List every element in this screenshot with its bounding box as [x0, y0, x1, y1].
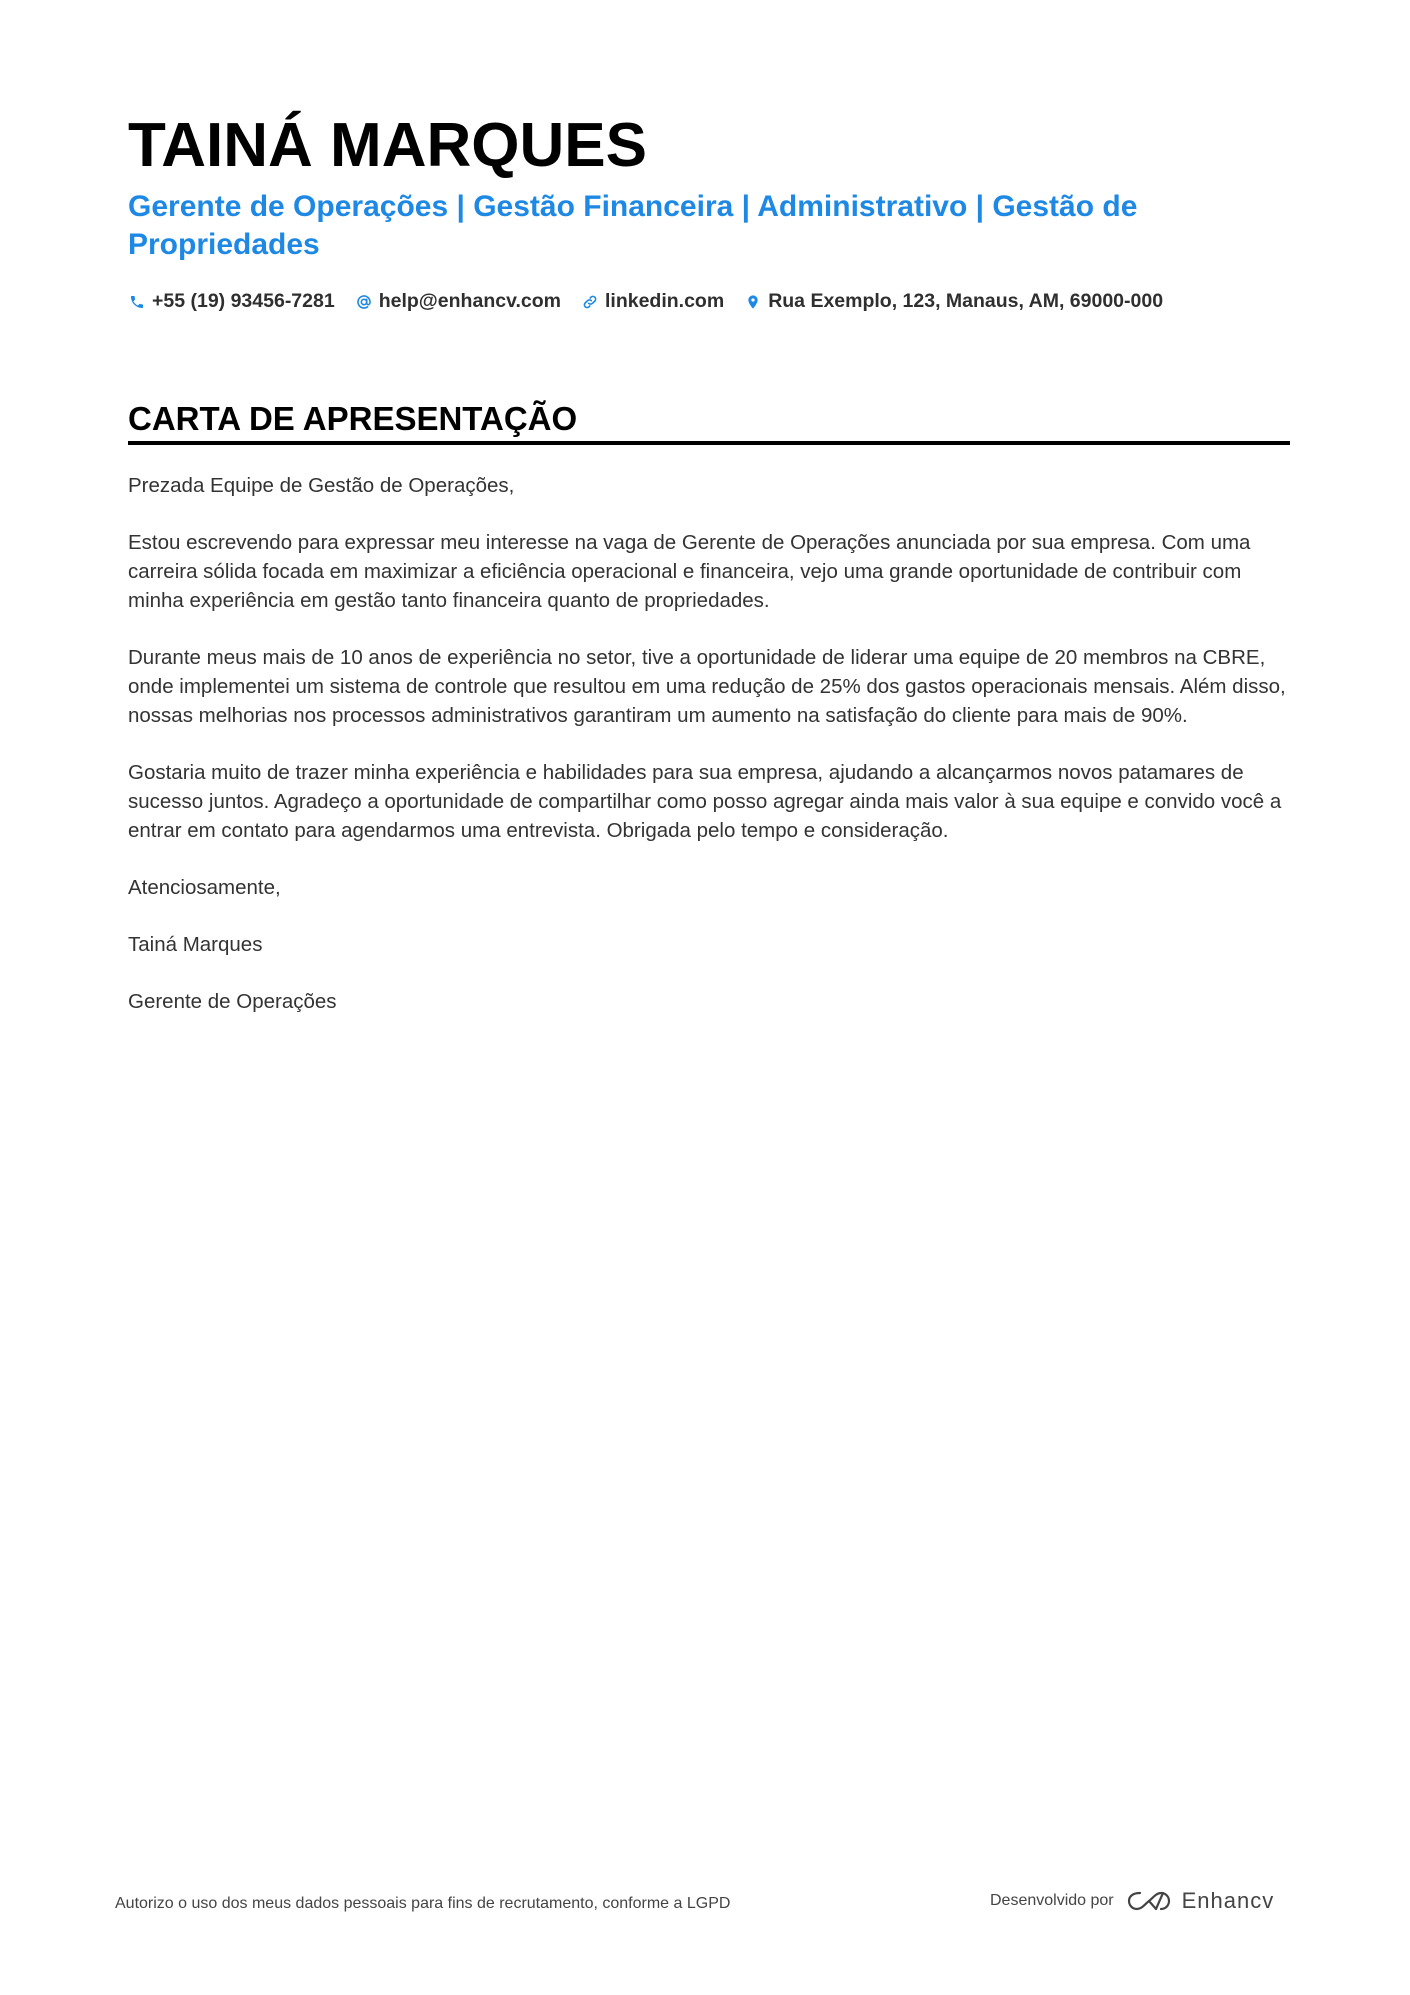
linkedin-text[interactable]: linkedin.com — [604, 290, 725, 312]
letter-content — [128, 108, 1290, 1044]
contact-phone — [128, 290, 335, 313]
signature-name: Tainá Marques — [128, 933, 263, 956]
candidate-headline: Gerente de Operações | Gestão Financeira | Administrativo | Gestão de Propriedades — [128, 190, 1138, 261]
section-divider — [128, 441, 1290, 445]
contact-bar — [128, 290, 1290, 313]
enhancv-logo-icon — [1126, 1888, 1172, 1914]
letter-body — [128, 471, 1290, 1016]
consent-note: Autorizo o uso dos meus dados pessoais para fins de recrutamento, conforme a LGPD — [115, 1895, 731, 1912]
signature-title: Gerente de Operações — [128, 990, 337, 1013]
location-pin-icon — [744, 293, 762, 311]
powered-by-label: Desenvolvido por — [990, 1892, 1114, 1909]
address-text: Rua Exemplo, 123, Manaus, AM, 69000-000 — [768, 290, 1164, 312]
contact-address — [744, 290, 1163, 313]
powered-by[interactable] — [990, 1888, 1274, 1914]
letter-paragraph: Gostaria muito de trazer minha experiência e habilidades para sua empresa, ajudando a alcançarmos novos patamares de sucesso juntos. Agradeço a oportunidade de compartilhar como posso agregar ainda mais valor à sua equipe e convido você a entrar em contato para agendarmos uma entrevista. Obrigada pelo tempo e consideração. — [128, 761, 1282, 842]
brand-name: Enhancv — [1181, 1888, 1275, 1913]
contact-linkedin[interactable] — [581, 290, 724, 313]
phone-text: +55 (19) 93456-7281 — [152, 290, 335, 312]
phone-icon — [128, 293, 146, 311]
link-icon — [581, 293, 599, 311]
letter-greeting: Prezada Equipe de Gestão de Operações, — [128, 474, 515, 497]
letter-paragraph: Estou escrevendo para expressar meu interesse na vaga de Gerente de Operações anunciada por sua empresa. Com uma carreira sólida focada em maximizar a eficiência operacional e financeira, vejo uma grande oportunidade de contribuir com minha experiência em gestão tanto financeira quanto de propriedades. — [128, 531, 1251, 612]
letter-paragraph: Durante meus mais de 10 anos de experiência no setor, tive a oportunidade de liderar uma equipe de 20 membros na CBRE, onde implementei um sistema de controle que resultou em uma redução de 25% dos gastos operacionais mensais. Além disso, nossas melhorias nos processos administrativos garantiram um aumento na satisfação do cliente para mais de 90%. — [128, 646, 1286, 727]
email-text[interactable]: help@enhancv.com — [378, 290, 561, 312]
section-title: CARTA DE APRESENTAÇÃO — [128, 400, 578, 437]
contact-email[interactable] — [355, 290, 561, 313]
at-sign-icon — [355, 293, 373, 311]
letter-closing: Atenciosamente, — [128, 876, 281, 899]
candidate-name: TAINÁ MARQUES — [128, 111, 647, 180]
